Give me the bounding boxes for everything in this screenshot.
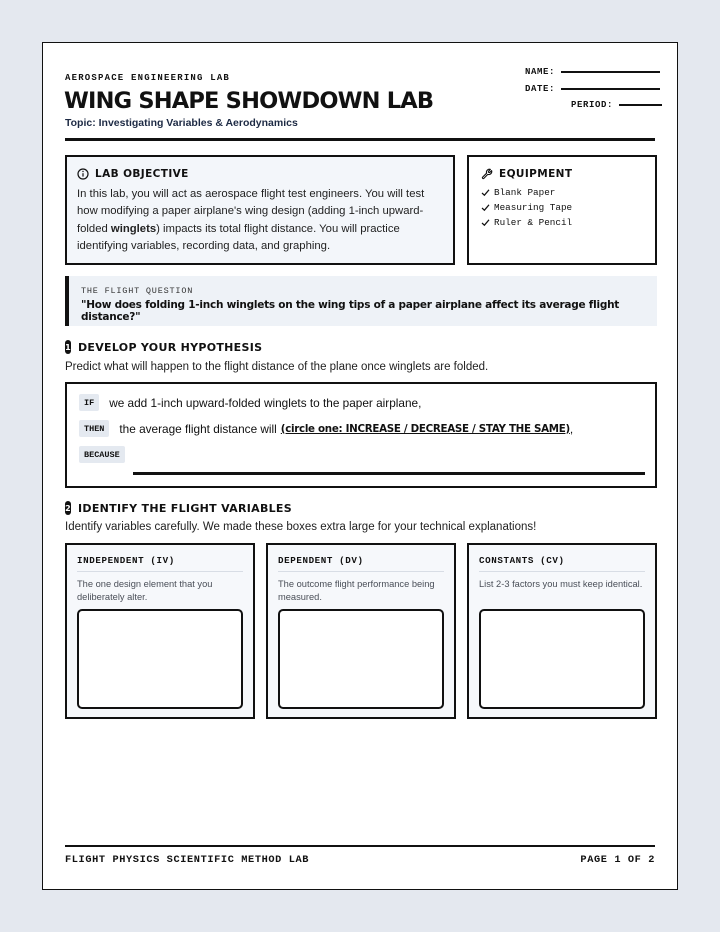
- lab-objective-text: In this lab, you will act as aerospace flight test engineers. You will test how modifying a paper airplane's wing design (adding 1-inch upward-folded winglets) impacts its total flight distance. You will practice identifying variables, recording data, and graphing.: [77, 188, 425, 253]
- footer-title: FLIGHT PHYSICS SCIENTIFIC METHOD LAB: [65, 854, 310, 866]
- page-number: PAGE 1 OF 2: [580, 854, 655, 866]
- wrench-icon: [481, 168, 493, 180]
- name-field[interactable]: [525, 67, 660, 77]
- flight-question-text: "How does folding 1-inch winglets on the wing tips of a paper airplane affect its average flight distance?": [81, 299, 620, 323]
- if-tag: IF: [79, 394, 99, 411]
- header-divider: [65, 138, 655, 141]
- check-icon: [481, 188, 490, 197]
- hypothesis-then-row: THEN the average flight distance will (circle one: INCREASE / DECREASE / STAY THE SAME) ,: [79, 420, 573, 437]
- worksheet-page: [42, 42, 678, 890]
- period-field[interactable]: [571, 100, 662, 110]
- name-line: [561, 71, 660, 73]
- worksheet-topic: Topic: Investigating Variables & Aerodynamics: [65, 117, 298, 129]
- variable-heading: INDEPENDENT (IV): [77, 555, 243, 572]
- variable-description: The one design element that you deliberately alter.: [77, 579, 213, 602]
- independent-answer-area[interactable]: [77, 609, 243, 709]
- date-field[interactable]: [525, 84, 660, 94]
- then-tag: THEN: [79, 420, 109, 437]
- period-line: [619, 104, 662, 106]
- section-number-badge: 1: [65, 340, 71, 354]
- lab-objective-box: [65, 155, 455, 265]
- period-label: PERIOD:: [571, 100, 614, 110]
- check-icon: [481, 203, 490, 212]
- flight-question-callout: [65, 276, 657, 326]
- section-number-badge: 2: [65, 501, 71, 515]
- constants-answer-area[interactable]: [479, 609, 645, 709]
- equipment-item: Measuring Tape: [481, 200, 645, 215]
- circle-one-choices[interactable]: (circle one: INCREASE / DECREASE / STAY THE SAME): [280, 422, 570, 435]
- because-tag: BECAUSE: [79, 446, 125, 463]
- hypothesis-because-row: [79, 446, 135, 463]
- constants-box: [467, 543, 657, 719]
- hypothesis-section-title: 1 DEVELOP YOUR HYPOTHESIS: [65, 340, 263, 354]
- date-label: DATE:: [525, 84, 556, 94]
- variable-description: List 2-3 factors you must keep identical.: [479, 579, 643, 589]
- equipment-item: Ruler & Pencil: [481, 215, 645, 230]
- hypothesis-if-row: IF we add 1-inch upward-folded winglets to the paper airplane,: [79, 394, 421, 411]
- equipment-box: [467, 155, 657, 265]
- equipment-list: [481, 185, 645, 230]
- because-answer-line[interactable]: [133, 472, 645, 475]
- independent-variable-box: [65, 543, 255, 719]
- check-icon: [481, 218, 490, 227]
- worksheet-title: WING SHAPE SHOWDOWN LAB: [64, 88, 434, 114]
- equipment-item: Blank Paper: [481, 185, 645, 200]
- variable-heading: DEPENDENT (DV): [278, 555, 444, 572]
- name-label: NAME:: [525, 67, 556, 77]
- variable-heading: CONSTANTS (CV): [479, 555, 645, 572]
- variable-description: The outcome flight performance being measured.: [278, 579, 435, 602]
- lab-objective-heading: LAB OBJECTIVE: [77, 168, 443, 180]
- date-line: [561, 88, 660, 90]
- variables-instructions: Identify variables carefully. We made these boxes extra large for your technical explanations!: [65, 521, 537, 533]
- dependent-variable-box: [266, 543, 456, 719]
- footer-divider: [65, 845, 655, 847]
- hypothesis-instructions: Predict what will happen to the flight distance of the plane once winglets are folded.: [65, 361, 489, 373]
- variables-section-title: 2 IDENTIFY THE FLIGHT VARIABLES: [65, 501, 292, 515]
- dependent-answer-area[interactable]: [278, 609, 444, 709]
- flight-question-label: THE FLIGHT QUESTION: [81, 286, 194, 296]
- lab-category-label: AEROSPACE ENGINEERING LAB: [65, 73, 231, 83]
- hypothesis-box: [65, 382, 657, 488]
- equipment-heading: EQUIPMENT: [481, 168, 645, 180]
- info-icon: [77, 168, 89, 180]
